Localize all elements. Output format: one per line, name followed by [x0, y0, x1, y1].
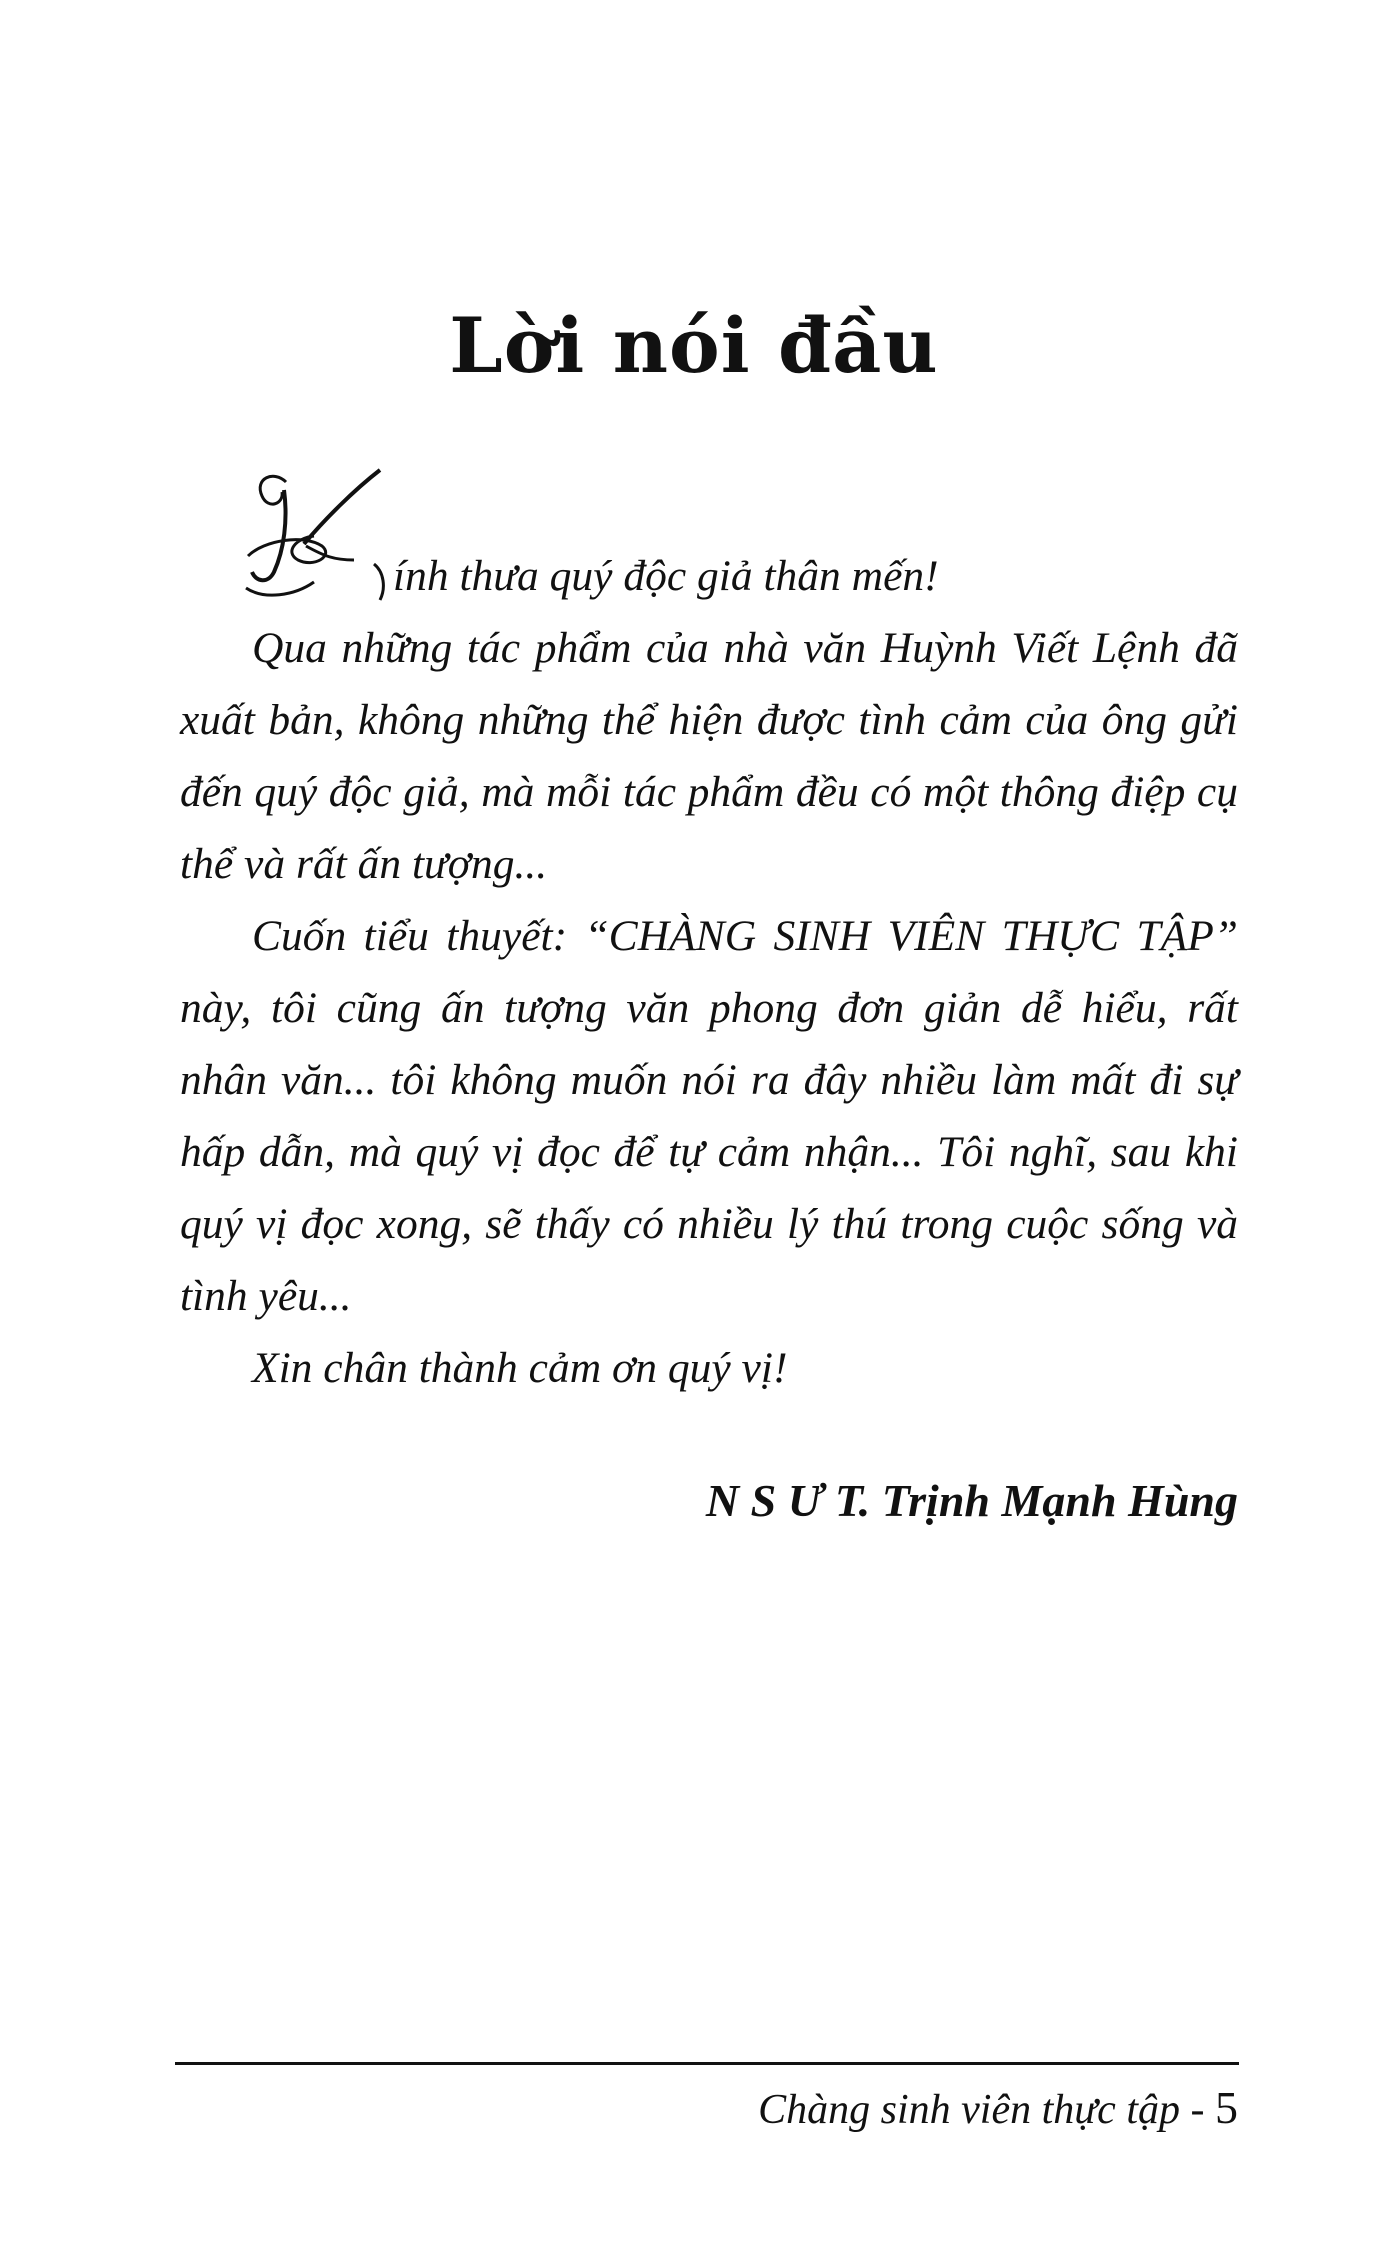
dropcap-letter: [244, 460, 394, 610]
calligraphic-k-icon: [244, 460, 394, 610]
footer-separator: -: [1180, 2087, 1215, 2133]
body-text: [180, 612, 1238, 1404]
paragraph: Xin chân thành cảm ơn quý vị!: [252, 1344, 788, 1392]
footer-divider: [175, 2062, 1239, 2065]
page-title: Lời nói đầu: [449, 301, 939, 390]
author-signature: N S Ư T. Trịnh Mạnh Hùng: [705, 1475, 1238, 1526]
paragraph: Cuốn tiểu thuyết: “CHÀNG SINH VIÊN THỰC TẬP” này, tôi cũng ấn tượng văn phong đơn giản dễ hiểu, rất nhân văn... tôi không muốn nói ra đây nhiều làm mất đi sự hấp dẫn, mà quý vị đọc để tự cảm nhận... Tôi nghĩ, sau khi quý vị đọc xong, sẽ thấy có nhiều lý thú trong cuộc sống và tình yêu...: [180, 912, 1238, 1320]
opening-line: ính thưa quý độc giả thân mến!: [393, 552, 939, 600]
page-footer: [758, 2072, 1238, 2146]
paragraph: Qua những tác phẩm của nhà văn Huỳnh Viết Lệnh đã xuất bản, không những thể hiện được tình cảm của ông gửi đến quý độc giả, mà mỗi tác phẩm đều có một thông điệp cụ thể và rất ấn tượng...: [180, 624, 1238, 888]
footer-book-title: Chàng sinh viên thực tập: [758, 2087, 1180, 2133]
page-number: 5: [1215, 2082, 1238, 2133]
